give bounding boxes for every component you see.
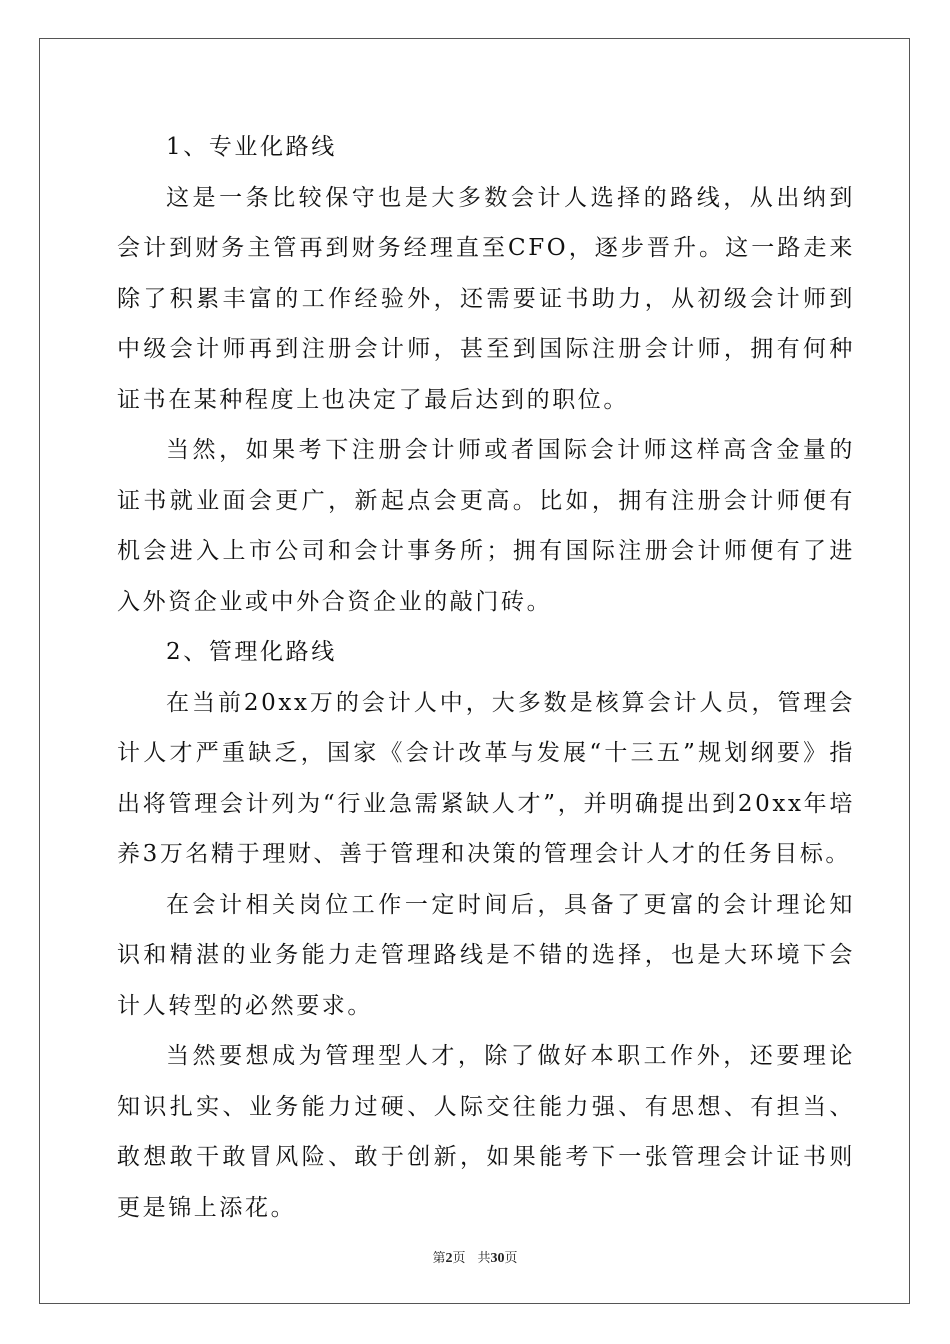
section-heading-2: 2、管理化路线: [166, 639, 337, 665]
paragraph: 在会计相关岗位工作一定时间后，具备了更富的会计理论知识和精湛的业务能力走管理路线是不错的选择，也是大环境下会计人转型的必然要求。: [117, 891, 855, 1019]
section-heading-1: 1、专业化路线: [166, 134, 337, 160]
page-suffix: 页: [452, 1251, 466, 1266]
page-prefix: 第: [432, 1251, 446, 1266]
total-prefix: 共: [477, 1251, 491, 1266]
total-pages: 30: [490, 1251, 505, 1266]
page-number: 2: [445, 1251, 453, 1266]
page-footer: [0, 1247, 950, 1267]
total-suffix: 页: [504, 1251, 518, 1266]
paragraph: 当然要想成为管理型人才，除了做好本职工作外，还要理论知识扎实、业务能力过硬、人际交往能力强、有思想、有担当、敢想敢干敢冒风险、敢于创新，如果能考下一张管理会计证书则更是锦上添花。: [117, 1043, 855, 1221]
paragraph: 这是一条比较保守也是大多数会计人选择的路线，从出纳到会计到财务主管再到财务经理直至CFO，逐步晋升。这一路走来除了积累丰富的工作经验外，还需要证书助力，从初级会计师到中级会计师再到注册会计师，甚至到国际注册会计师，拥有何种证书在某种程度上也决定了最后达到的职位。: [117, 184, 855, 413]
paragraph: 当然，如果考下注册会计师或者国际会计师这样高含金量的证书就业面会更广，新起点会更高。比如，拥有注册会计师便有机会进入上市公司和会计事务所；拥有国际注册会计师便有了进入外资企业或中外合资企业的敲门砖。: [117, 437, 855, 615]
document-body: [117, 122, 855, 1233]
paragraph: 在当前20xx万的会计人中，大多数是核算会计人员，管理会计人才严重缺乏，国家《会计改革与发展“十三五”规划纲要》指出将管理会计列为“行业急需紧缺人才”，并明确提出到20xx年培养3万名精于理财、善于管理和决策的管理会计人才的任务目标。: [117, 689, 855, 867]
